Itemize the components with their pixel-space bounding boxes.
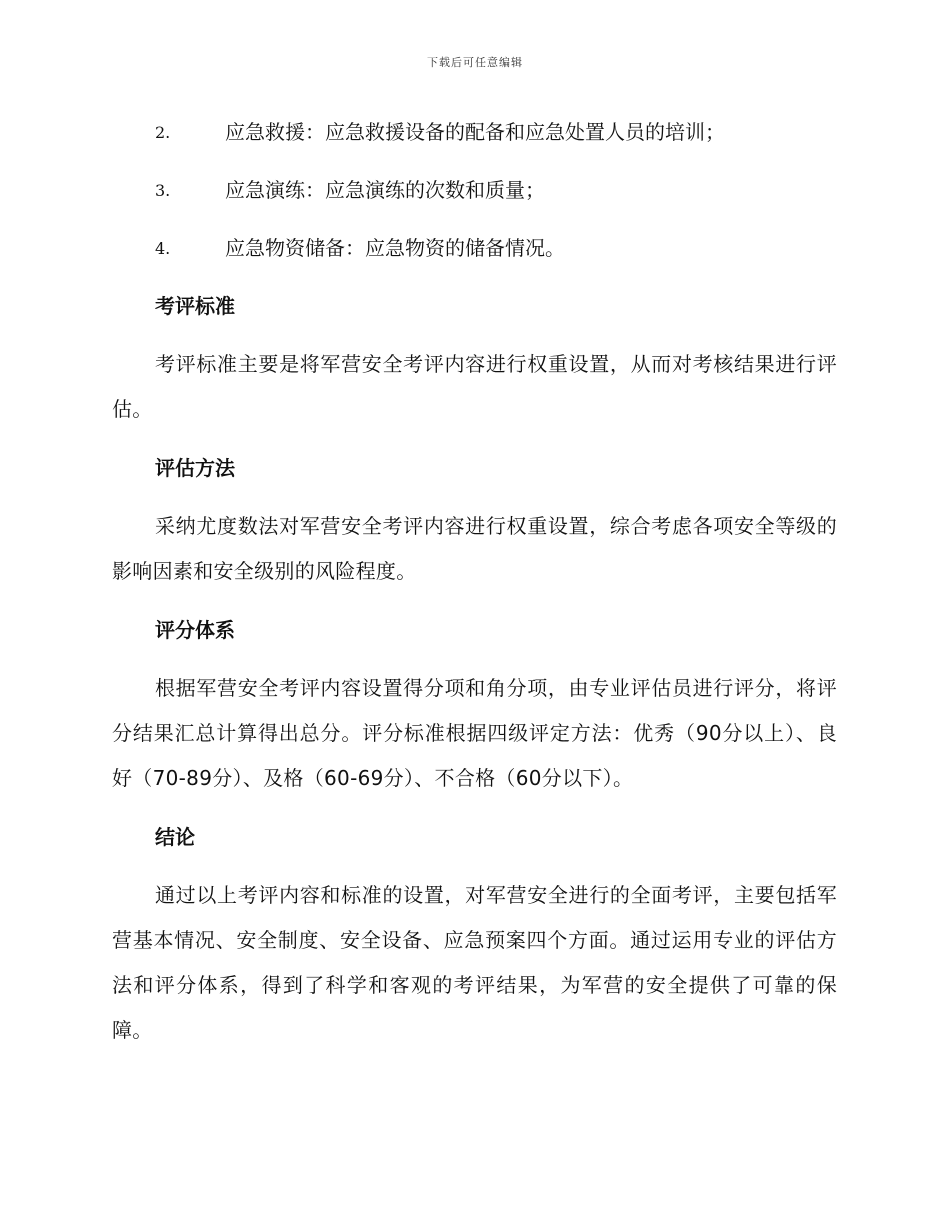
- list-number: 4.: [155, 239, 171, 258]
- list-item: [112, 110, 837, 168]
- section-heading-criteria: 考评标准: [155, 294, 235, 318]
- section-heading-scoring: 评分体系: [155, 618, 235, 642]
- list-item: [112, 168, 837, 226]
- section-paragraph-method: 采纳尤度数法对军营安全考评内容进行权重设置，综合考虑各项安全等级的影响因素和安全级别的风险程度。: [112, 514, 837, 583]
- section-heading-conclusion: 结论: [155, 825, 195, 849]
- list-text: 应急物资储备：应急物资的储备情况。: [225, 236, 565, 260]
- document-body: [112, 110, 837, 1067]
- section-paragraph-criteria: 考评标准主要是将军营安全考评内容进行权重设置，从而对考核结果进行评估。: [112, 352, 837, 421]
- list-text: 应急演练：应急演练的次数和质量；: [225, 178, 545, 202]
- header-note: 下载后可任意编辑: [427, 56, 523, 69]
- list-number: 2.: [155, 123, 171, 142]
- section-paragraph-scoring: 根据军营安全考评内容设置得分项和角分项，由专业评估员进行评分，将评分结果汇总计算得出总分。评分标准根据四级评定方法：优秀（90分以上）、良好（70-89分）、及格（60-69分）、不合格（60分以下）。: [112, 676, 837, 790]
- list-item: [112, 226, 837, 284]
- list-text: 应急救援：应急救援设备的配备和应急处置人员的培训；: [225, 120, 725, 144]
- section-paragraph-conclusion: 通过以上考评内容和标准的设置，对军营安全进行的全面考评，主要包括军营基本情况、安全制度、安全设备、应急预案四个方面。通过运用专业的评估方法和评分体系，得到了科学和客观的考评结果，为军营的安全提供了可靠的保障。: [112, 883, 837, 1042]
- list-number: 3.: [155, 181, 171, 200]
- section-heading-method: 评估方法: [155, 456, 235, 480]
